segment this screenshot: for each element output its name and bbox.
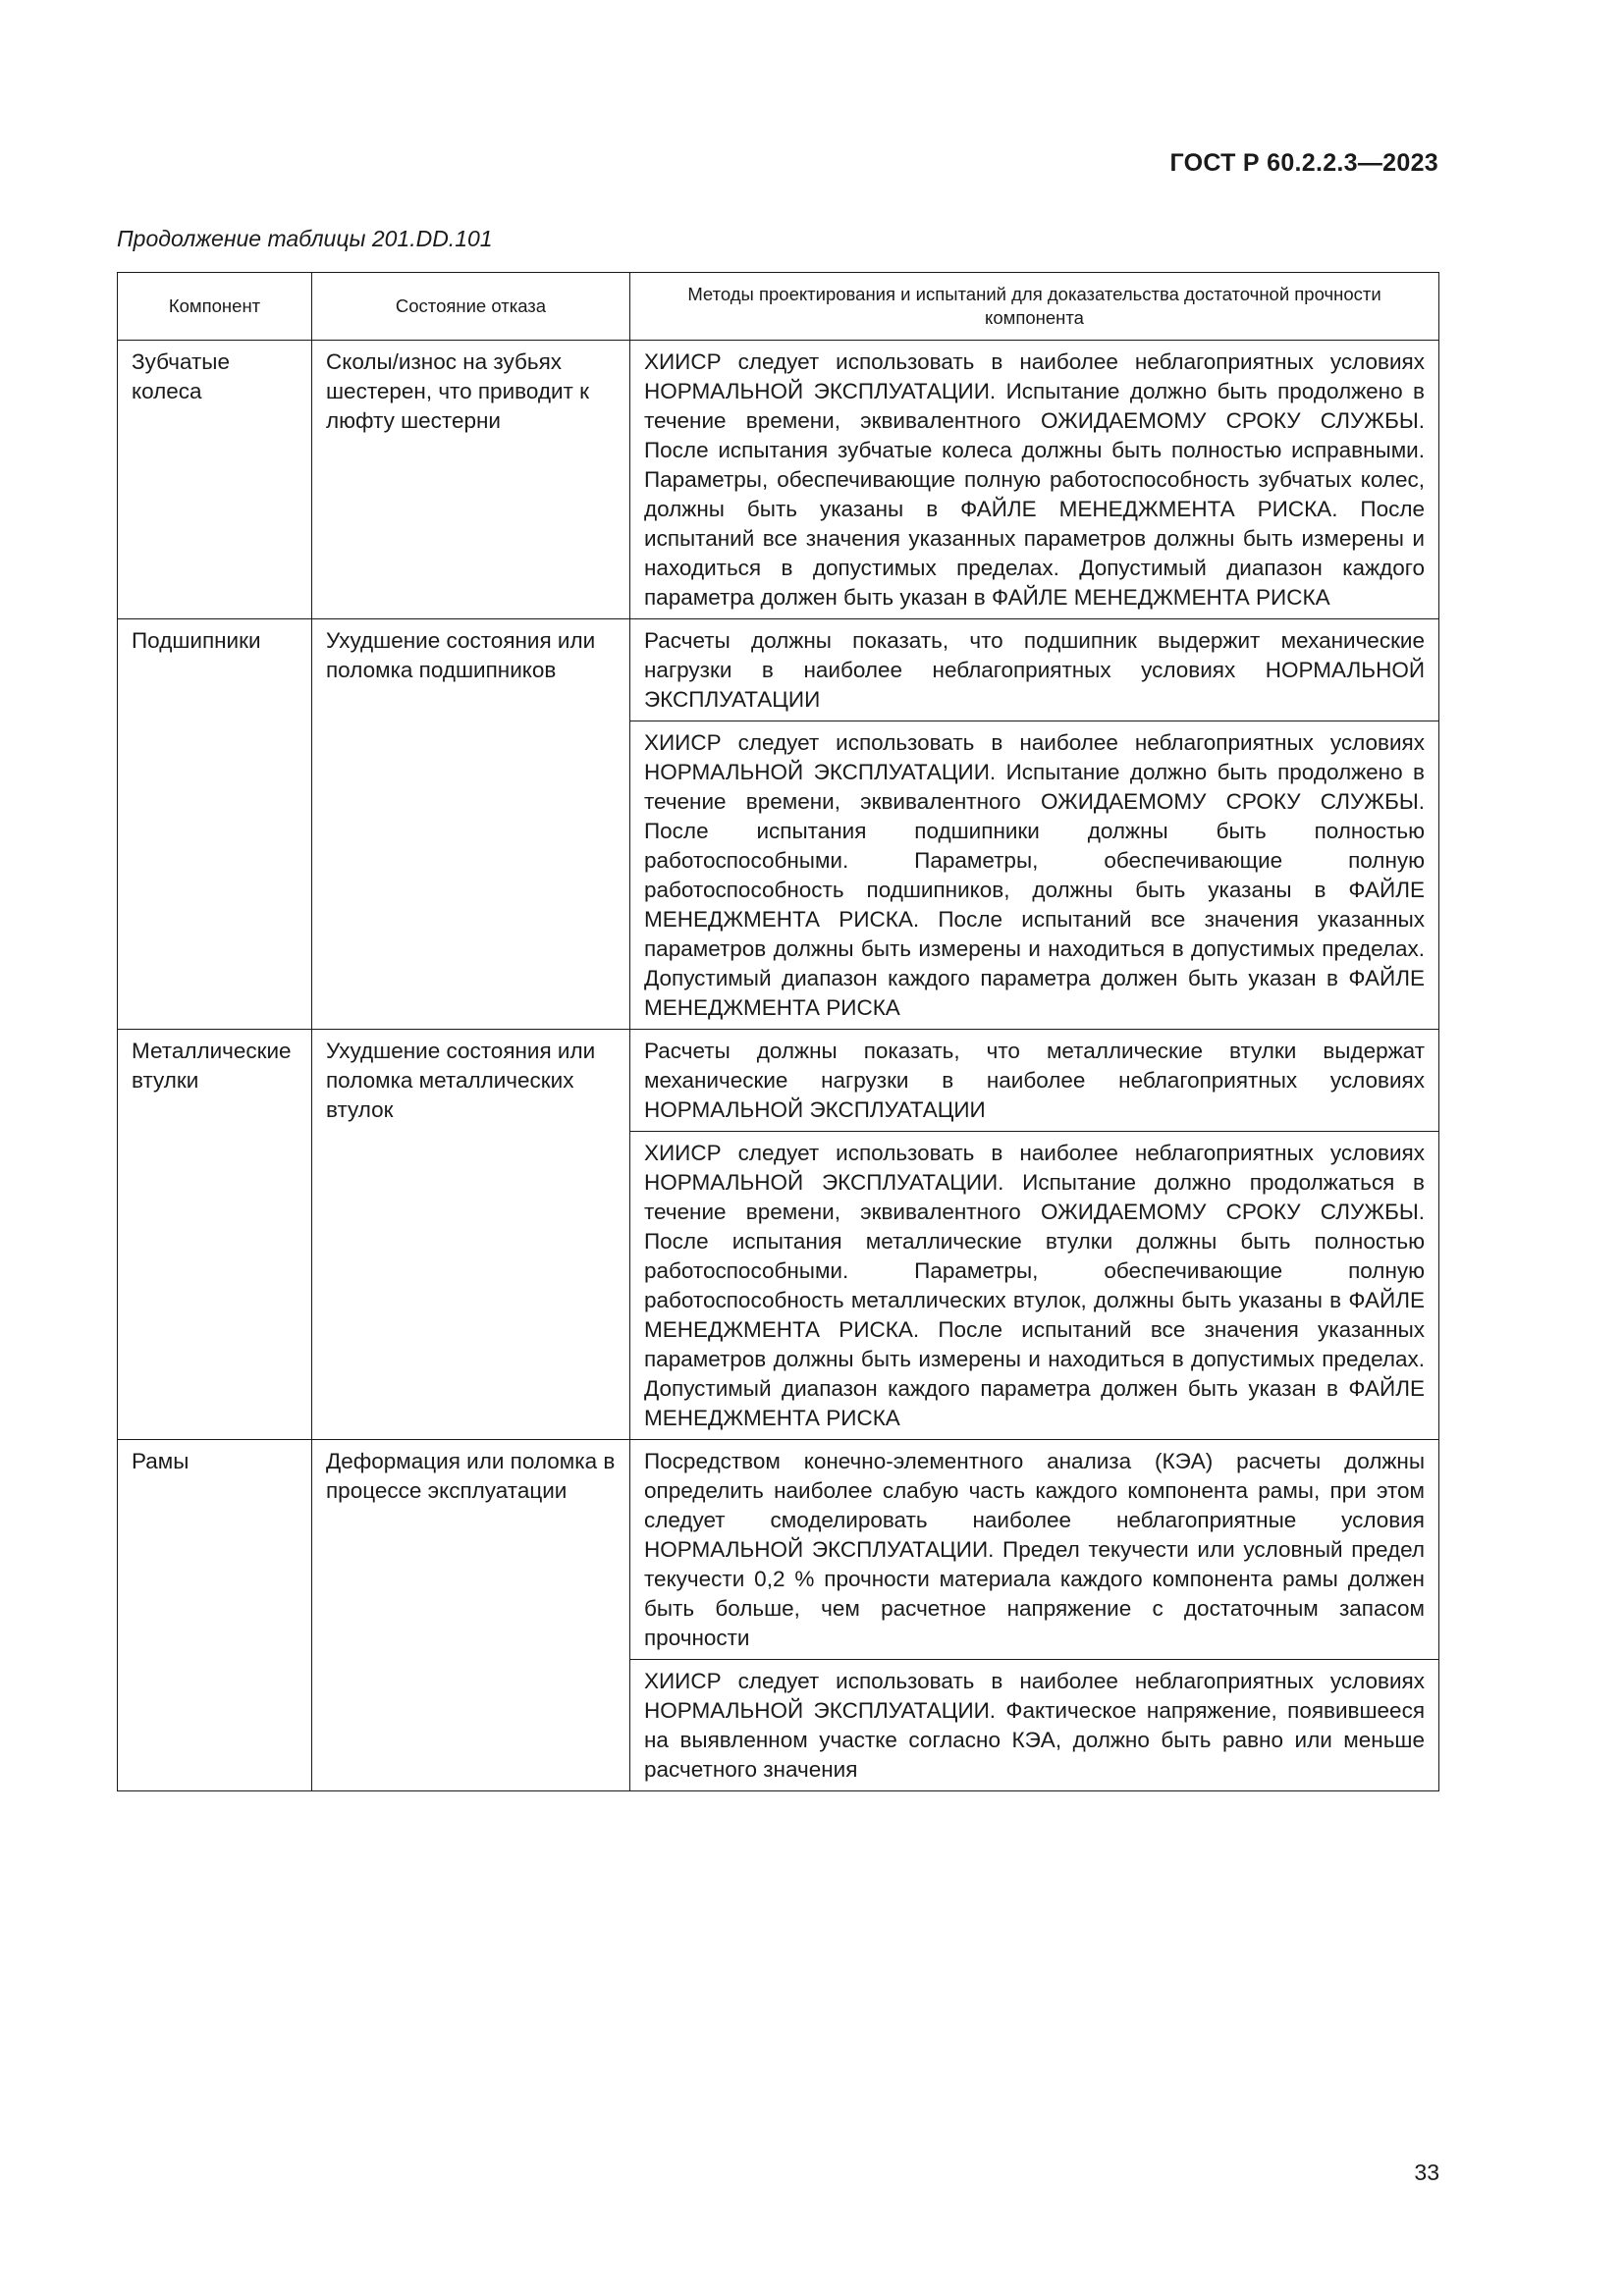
- page-number: 33: [1414, 2160, 1439, 2185]
- component-cell: Подшипники: [118, 619, 312, 1030]
- column-header-methods: Методы проектирования и испытаний для доказательства достаточной прочности компонента: [630, 273, 1439, 341]
- component-cell: Рамы: [118, 1440, 312, 1791]
- failure-cell: Ухудшение состояния или поломка подшипников: [312, 619, 630, 1030]
- table-row: [118, 1030, 1439, 1132]
- requirements-table: [117, 272, 1439, 1791]
- table-header-row: [118, 273, 1439, 341]
- method-cell: Расчеты должны показать, что металлические втулки выдержат механические нагрузки в наиболее неблагоприятных условиях НОРМАЛЬНОЙ ЭКСПЛУАТАЦИИ: [630, 1030, 1439, 1132]
- method-cell: ХИИСР следует использовать в наиболее неблагоприятных условиях НОРМАЛЬНОЙ ЭКСПЛУАТАЦИИ. Испытание должно продолжаться в течение времени, эквивалентного ОЖИДАЕМОМУ СРОКУ СЛУЖБЫ. После испытания металлические втулки должны быть полностью работоспособными. Параметры, обеспечивающие полную работоспособность металлических втулок, должны быть указаны в ФАЙЛЕ МЕНЕДЖМЕНТА РИСКА. После испытаний все значения указанных параметров должны быть измерены и находиться в допустимых пределах. Допустимый диапазон каждого параметра должен быть указан в ФАЙЛЕ МЕНЕДЖМЕНТА РИСКА: [630, 1132, 1439, 1440]
- table-row: [118, 1440, 1439, 1660]
- standard-code: ГОСТ Р 60.2.2.3—2023: [1169, 149, 1438, 177]
- method-cell: ХИИСР следует использовать в наиболее неблагоприятных условиях НОРМАЛЬНОЙ ЭКСПЛУАТАЦИИ. Испытание должно быть продолжено в течение времени, эквивалентного ОЖИДАЕМОМУ СРОКУ СЛУЖБЫ. После испытания подшипники должны быть полностью работоспособными. Параметры, обеспечивающие полную работоспособность подшипников, должны быть указаны в ФАЙЛЕ МЕНЕДЖМЕНТА РИСКА. После испытаний все значения указанных параметров должны быть измерены и находиться в допустимых пределах. Допустимый диапазон каждого параметра должен быть указан в ФАЙЛЕ МЕНЕДЖМЕНТА РИСКА: [630, 721, 1439, 1030]
- method-cell: ХИИСР следует использовать в наиболее неблагоприятных условиях НОРМАЛЬНОЙ ЭКСПЛУАТАЦИИ. Фактическое напряжение, появившееся на выявленном участке согласно КЭА, должно быть равно или меньше расчетного значения: [630, 1660, 1439, 1791]
- column-header-failure: Состояние отказа: [312, 273, 630, 341]
- component-cell: Металлические втулки: [118, 1030, 312, 1440]
- table-caption: Продолжение таблицы 201.DD.101: [117, 226, 493, 251]
- method-cell: Посредством конечно-элементного анализа (КЭА) расчеты должны определить наиболее слабую часть каждого компонента рамы, при этом следует смоделировать наиболее неблагоприятные условия НОРМАЛЬНОЙ ЭКСПЛУАТАЦИИ. Предел текучести или условный предел текучести 0,2 % прочности материала каждого компонента рамы должен быть больше, чем расчетное напряжение с достаточным запасом прочности: [630, 1440, 1439, 1660]
- table-row: [118, 341, 1439, 619]
- failure-cell: Деформация или поломка в процессе эксплуатации: [312, 1440, 630, 1791]
- method-cell: Расчеты должны показать, что подшипник выдержит механические нагрузки в наиболее неблагоприятных условиях НОРМАЛЬНОЙ ЭКСПЛУАТАЦИИ: [630, 619, 1439, 721]
- failure-cell: Сколы/износ на зубьях шестерен, что приводит к люфту шестерни: [312, 341, 630, 619]
- column-header-component: Компонент: [118, 273, 312, 341]
- component-cell: Зубчатые колеса: [118, 341, 312, 619]
- method-cell: ХИИСР следует использовать в наиболее неблагоприятных условиях НОРМАЛЬНОЙ ЭКСПЛУАТАЦИИ. Испытание должно быть продолжено в течение времени, эквивалентного ОЖИДАЕМОМУ СРОКУ СЛУЖБЫ. После испытания зубчатые колеса должны быть полностью исправными. Параметры, обеспечивающие полную работоспособность зубчатых колес, должны быть указаны в ФАЙЛЕ МЕНЕДЖМЕНТА РИСКА. После испытаний все значения указанных параметров должны быть измерены и находиться в допустимых пределах. Допустимый диапазон каждого параметра должен быть указан в ФАЙЛЕ МЕНЕДЖМЕНТА РИСКА: [630, 341, 1439, 619]
- table-row: [118, 619, 1439, 721]
- failure-cell: Ухудшение состояния или поломка металлических втулок: [312, 1030, 630, 1440]
